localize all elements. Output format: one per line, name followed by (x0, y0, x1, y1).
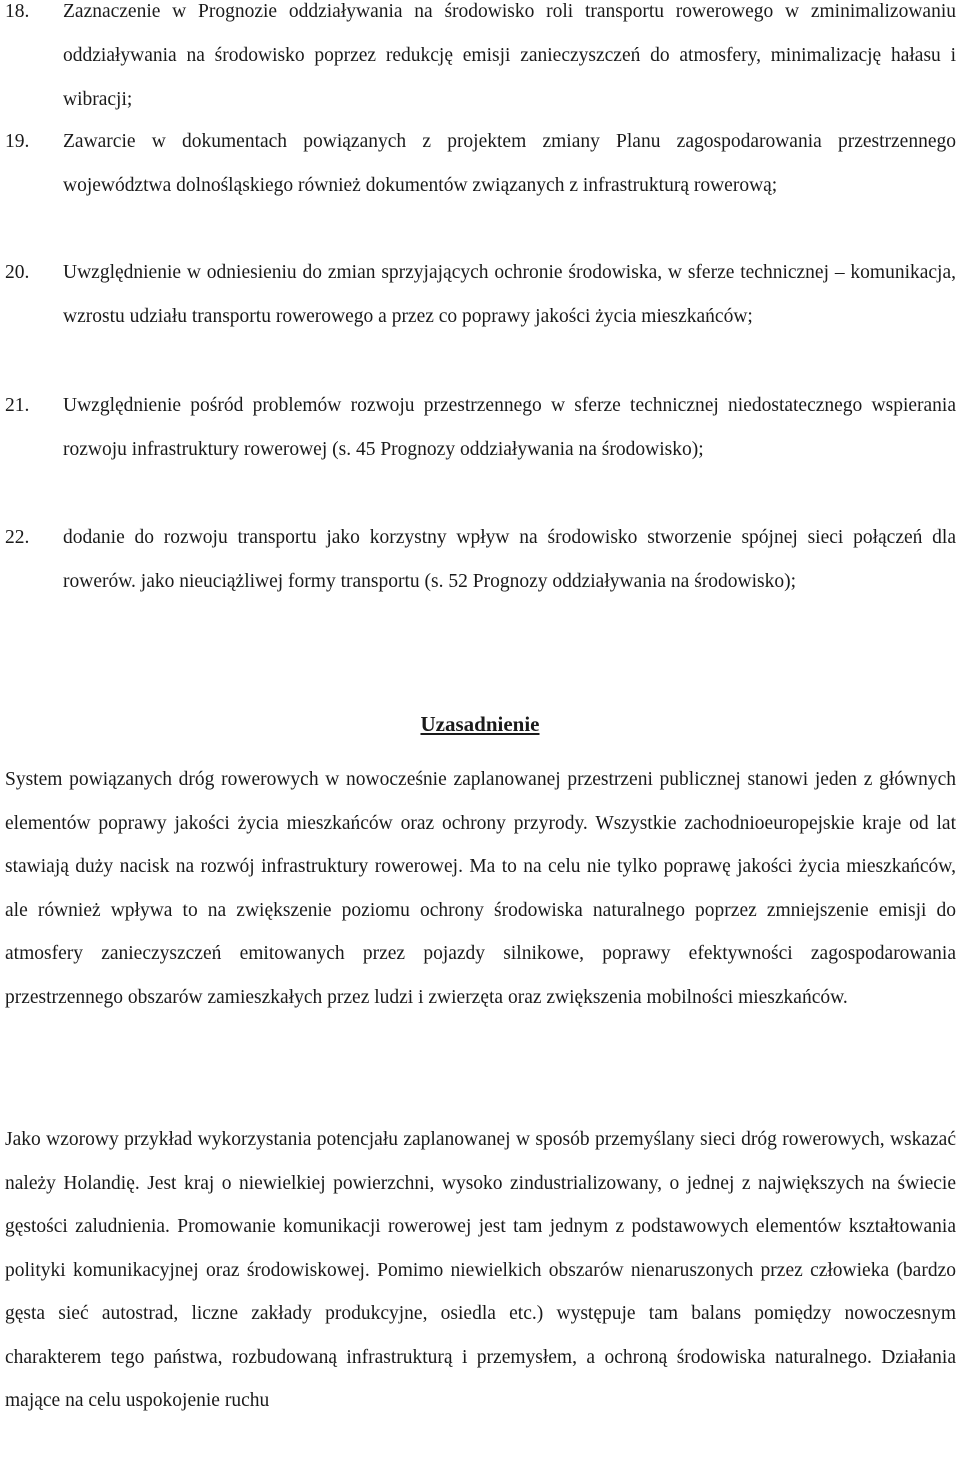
list-item-text: Uwzględnienie pośród problemów rozwoju przestrzennego w sferze technicznej niedostatecznego wspierania rozwoju infrastruktury rowerowej (s. 45 Prognozy oddziaływania na środowisko); (63, 395, 956, 460)
list-item-number: 21. (5, 395, 30, 416)
body-paragraph: Jako wzorowy przykład wykorzystania potencjału zaplanowanej w sposób przemyślany sieci dróg rowerowych, wskazać należy Holandię. Jest kraj o niewielkiej powierzchni, wysoko zindustrializowany, o jednej z największych na świecie gęstości zaludnienia. Promowanie komunikacji rowerowej jest tam jednym z podstawowych elementów kształtowania polityki komunikacyjnej oraz środowiskowej. Pomimo niewielkich obszarów nienaruszonych przez człowieka (bardzo gęsta sieć autostrad, liczne zakłady produkcyjne, osiedla etc.) występuje tam balans pomiędzy nowoczesnym charakterem tego państwa, rozbudowaną infrastrukturą i przemysłem, a ochroną środowiska naturalnego. Działania mające na celu uspokojenie ruchu (5, 1129, 956, 1411)
list-item-number: 20. (5, 262, 30, 283)
list-item-text: Zawarcie w dokumentach powiązanych z projektem zmiany Planu zagospodarowania przestrzennego województwa dolnośląskiego również dokumentów związanych z infrastrukturą rowerową; (63, 131, 956, 196)
list-item-text: Uwzględnienie w odniesieniu do zmian sprzyjających ochronie środowiska, w sferze technicznej – komunikacja, wzrostu udziału transportu rowerowego a przez co poprawy jakości życia mieszkańców; (63, 262, 956, 327)
section-heading: Uzasadnienie (420, 712, 540, 736)
list-item-number: 22. (5, 527, 30, 548)
list-item-text: Zaznaczenie w Prognozie oddziaływania na środowisko roli transportu rowerowego w zminimalizowaniu oddziaływania na środowisko poprzez redukcję emisji zanieczyszczeń do atmosfery, minimalizację hałasu i wibracji; (63, 1, 956, 110)
list-item-number: 18. (5, 1, 30, 22)
body-paragraph: System powiązanych dróg rowerowych w nowocześnie zaplanowanej przestrzeni publicznej stanowi jeden z głównych elementów poprawy jakości życia mieszkańców oraz ochrony przyrody. Wszystkie zachodnioeuropejskie kraje od lat stawiają duży nacisk na rozwój infrastruktury rowerowej. Ma to na celu nie tylko poprawę jakości życia mieszkańców, ale również wpływa to na zwiększenie poziomu ochrony środowiska naturalnego poprzez zmniejszenie emisji do atmosfery zanieczyszczeń emitowanych przez pojazdy silnikowe, poprawy efektywności zagospodarowania przestrzennego obszarów zamieszkałych przez ludzi i zwierzęta oraz zwiększenia mobilności mieszkańców. (5, 769, 956, 1008)
list-item-text: dodanie do rozwoju transportu jako korzystny wpływ na środowisko stworzenie spójnej sieci połączeń dla rowerów. jako nieuciążliwej formy transportu (s. 52 Prognozy oddziaływania na środowisko); (63, 527, 956, 592)
list-item-number: 19. (5, 131, 30, 152)
